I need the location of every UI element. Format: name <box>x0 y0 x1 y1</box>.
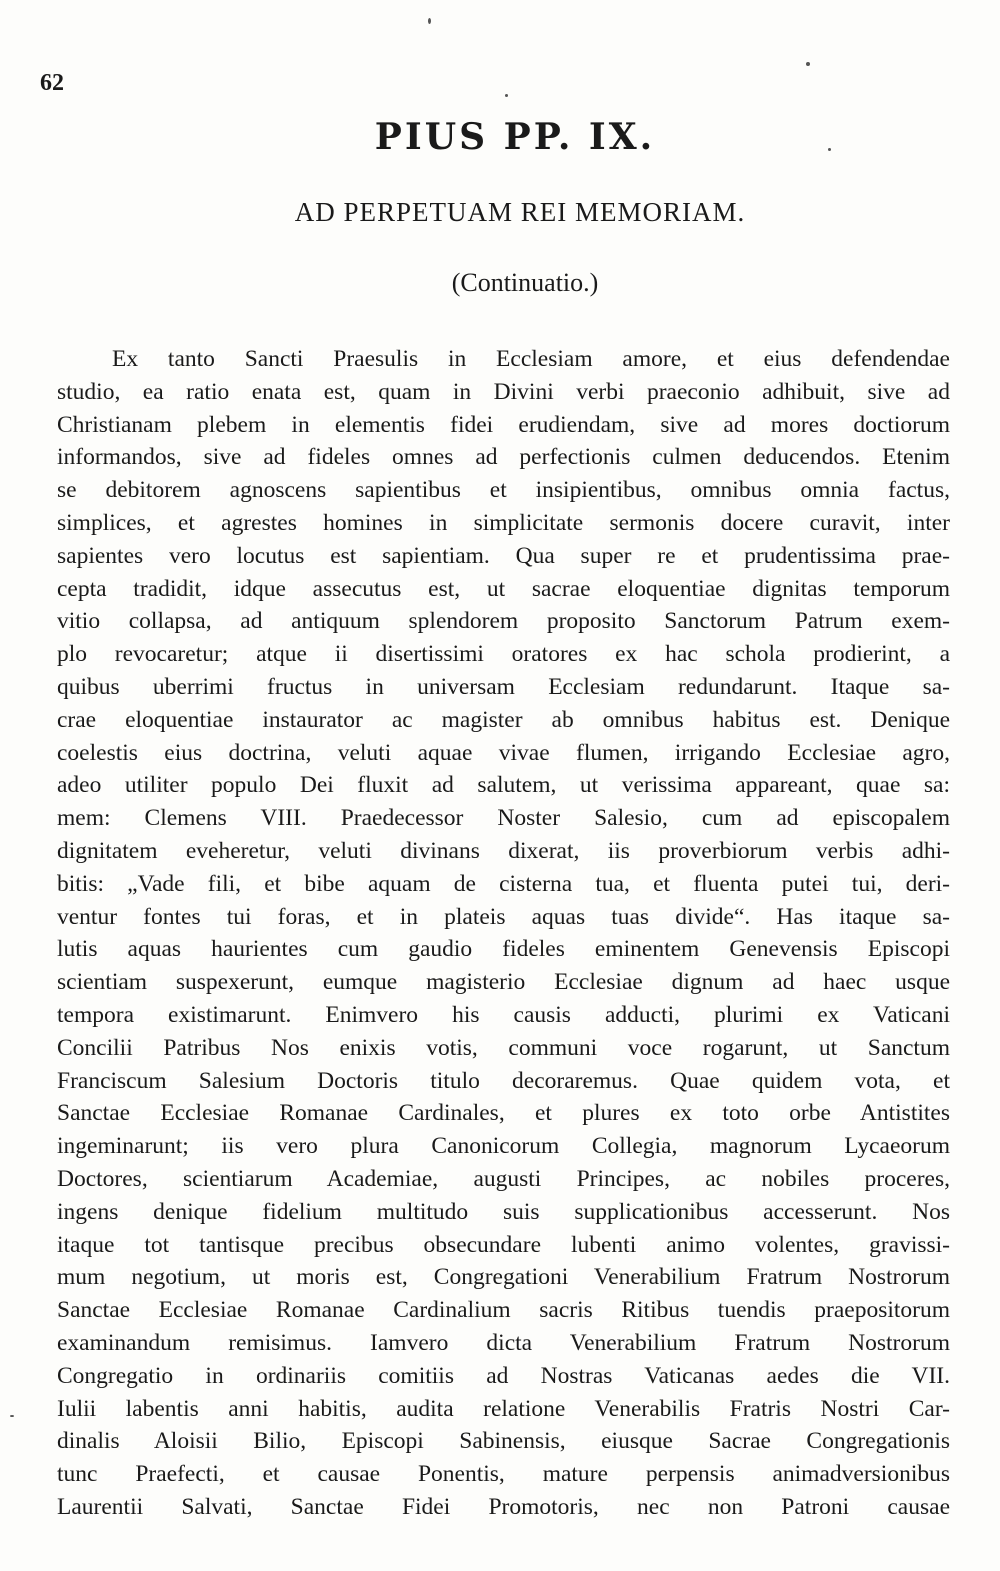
document-title: PIUS PP. IX. <box>374 116 656 158</box>
scan-speck <box>806 62 810 66</box>
text-line: itaque tot tantisque precibus obsecundare lubenti animo volentes, gravissi- <box>57 1231 950 1258</box>
text-line: ingens denique fidelium multitudo suis supplicationibus accesserunt. Nos <box>57 1198 950 1225</box>
text-line: examinandum remisimus. Iamvero dicta Venerabilium Fratrum Nostrorum <box>57 1329 950 1356</box>
text-line: tunc Praefecti, et causae Ponentis, mature perpensis animadversionibus <box>57 1461 950 1488</box>
text-line: vitio collapsa, ad antiquum splendorem proposito Sanctorum Patrum exem- <box>57 608 950 635</box>
continuation-note: (Continuatio.) <box>451 268 599 297</box>
scan-speck <box>505 94 508 97</box>
page-number: 62 <box>40 70 64 96</box>
text-line: Concilii Patribus Nos enixis votis, communi voce rogarunt, ut Sanctum <box>57 1034 950 1061</box>
text-line: sapientes vero locutus est sapientiam. Qua super re et prudentissima prae- <box>57 542 950 569</box>
body-text <box>57 343 950 1524</box>
text-line: bitis: „Vade fili, et bibe aquam de cisterna tua, et fluenta putei tui, deri- <box>57 870 950 897</box>
text-line: Iulii labentis anni habitis, audita relatione Venerabilis Fratris Nostri Car- <box>57 1395 950 1422</box>
text-line: dinalis Aloisii Bilio, Episcopi Sabinensis, eiusque Sacrae Congregationis <box>57 1428 950 1455</box>
text-line: crae eloquentiae instaurator ac magister ab omnibus habitus est. Denique <box>57 706 950 733</box>
document-subtitle: AD PERPETUAM REI MEMORIAM. <box>294 197 746 227</box>
text-line: Laurentii Salvati, Sanctae Fidei Promotoris, nec non Patroni causae <box>57 1493 950 1520</box>
scan-speck <box>828 148 831 151</box>
text-line: Doctores, scientiarum Academiae, augusti Principes, ac nobiles proceres, <box>57 1165 950 1192</box>
text-line: mem: Clemens VIII. Praedecessor Noster Salesio, cum ad episcopalem <box>57 805 950 832</box>
scan-speck <box>10 1415 14 1417</box>
scan-speck <box>428 18 431 24</box>
text-line: Congregatio in ordinariis comitiis ad Nostras Vaticanas aedes die VII. <box>57 1362 950 1389</box>
text-line: studio, ea ratio enata est, quam in Divini verbi praeconio adhibuit, sive ad <box>57 378 950 405</box>
text-line: simplices, et agrestes homines in simplicitate sermonis docere curavit, inter <box>57 509 950 536</box>
text-line: Sanctae Ecclesiae Romanae Cardinalium sacris Ritibus tuendis praepositorum <box>57 1297 950 1324</box>
text-line: informandos, sive ad fideles omnes ad perfectionis culmen deducendos. Etenim <box>57 444 950 471</box>
text-line: cepta tradidit, idque assecutus est, ut sacrae eloquentiae dignitas temporum <box>57 575 950 602</box>
text-line: Christianam plebem in elementis fidei erudiendam, sive ad mores doctiorum <box>57 411 950 438</box>
text-line: lutis aquas haurientes cum gaudio fideles eminentem Genevensis Episcopi <box>57 936 950 963</box>
text-line: plo revocaretur; atque ii disertissimi oratores ex hac schola prodierint, a <box>57 641 950 668</box>
text-line: coelestis eius doctrina, veluti aquae vivae flumen, irrigando Ecclesiae agro, <box>57 739 950 766</box>
text-line: se debitorem agnoscens sapientibus et insipientibus, omnibus omnia factus, <box>57 477 950 504</box>
text-line: tempora existimarunt. Enimvero his causis adducti, plurimi ex Vaticani <box>57 1001 950 1028</box>
text-line: dignitatem eveheretur, veluti divinans dixerat, iis proverbiorum verbis adhi- <box>57 837 950 864</box>
text-line: Franciscum Salesium Doctoris titulo decoraremus. Quae quidem vota, et <box>57 1067 950 1094</box>
text-line: mum negotium, ut moris est, Congregationi Venerabilium Fratrum Nostrorum <box>57 1264 950 1291</box>
text-line: adeo utiliter populo Dei fluxit ad salutem, ut verissima appareant, quae sa: <box>57 772 950 799</box>
text-line: ingeminarunt; iis vero plura Canonicorum Collegia, magnorum Lycaeorum <box>57 1133 950 1160</box>
text-line: scientiam suspexerunt, eumque magisterio Ecclesiae dignum ad haec usque <box>57 969 950 996</box>
text-line: Sanctae Ecclesiae Romanae Cardinales, et plures ex toto orbe Antistites <box>57 1100 950 1127</box>
text-line: Ex tanto Sancti Praesulis in Ecclesiam amore, et eius defendendae <box>112 346 950 372</box>
text-line: ventur fontes tui foras, et in plateis aquas tuas divide“. Has itaque sa- <box>57 903 950 930</box>
text-line: quibus uberrimi fructus in universam Ecclesiam redundarunt. Itaque sa- <box>57 673 950 700</box>
